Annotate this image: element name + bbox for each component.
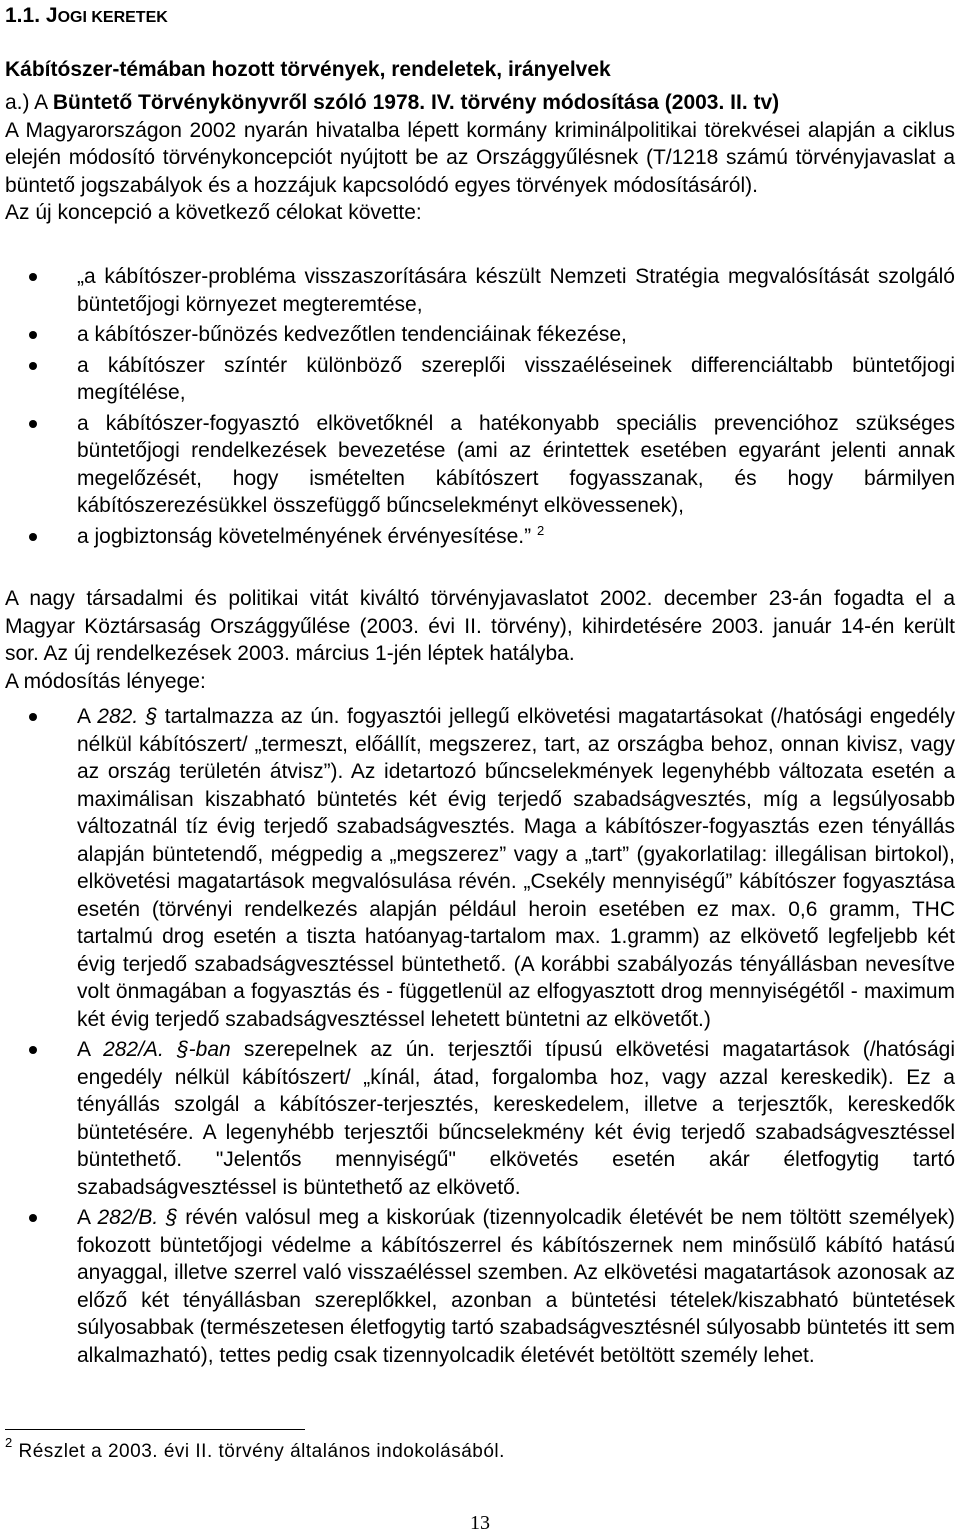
adoption-paragraph: A nagy társadalmi és politikai vitát kiváltó törvényjavaslatot 2002. december 23-án fogadta el a Magyar Köztársaság Országgyűlése (2003. évi II. törvény), kihirdetésére 2003. január 14-én került sor. Az új rendelkezések 2003. március 1-jén léptek hatályba. bbox=[5, 587, 955, 665]
section-ref: 282/B. § bbox=[97, 1206, 178, 1229]
section-heading-rest: OGI KERETEK bbox=[57, 9, 168, 26]
list-item: A 282/A. §-ban szerepelnek az ún. terjesztői típusú elkövetési magatartások (/hatósági engedély nélkül kábítószert/ „kínál, átad, forgalomba hoz, vagy azzal kereskedik). Ez a tényállás szolgál a kábítószer-terjesztés, kereskedelem, illetve a terjesztők, kereskedők büntetésére. A legenyhébb terjesztői bűncselekmény két évig terjedő szabadságvesztéssel büntethető. "Jelentős mennyiségű" elkövetés esetén akár életfogytig tartó szabadságvesztéssel is büntethető az elkövető. bbox=[0, 1036, 960, 1201]
bullet-icon bbox=[29, 331, 37, 339]
footnote bbox=[5, 1435, 505, 1464]
intro-paragraph: A Magyarországon 2002 nyarán hivatalba lépett kormány kriminálpolitikai törekvései alapján a ciklus elején módosító törvénykoncepciót nyújtott be az Országgyűlésnek (T/1218 számú törvényjavaslat a büntető jogszabályok és a hozzájuk kapcsolódó egyes törvények módosításáról). bbox=[5, 118, 955, 197]
footnote-text: Részlet a 2003. évi II. törvény általános indokolásából. bbox=[12, 1441, 505, 1462]
section-title: Kábítószer-témában hozott törvények, rendeletek, irányelvek bbox=[5, 58, 611, 81]
list-item: a kábítószer-fogyasztó elkövetőknél a hatékonyabb speciális prevencióhoz szükséges büntetőjogi rendelkezések bevezetése (ami az érintettek esetében egyaránt jelenti annak megelőzését, hogy ismételten kábítószert fogyasszanak, és hogy bármilyen kábítószerezésükkel összefüggő bűncselekményt elkövessenek), bbox=[0, 410, 960, 520]
footnote-mark: 2 bbox=[5, 1435, 13, 1450]
bullet-icon bbox=[29, 713, 37, 721]
footnote-ref: 2 bbox=[536, 522, 545, 538]
footnote-divider bbox=[5, 1429, 305, 1430]
bullet-icon bbox=[29, 533, 37, 541]
section-ref: 282/A. §-ban bbox=[103, 1038, 231, 1061]
intro-block bbox=[5, 89, 955, 227]
section-heading bbox=[5, 4, 168, 28]
section-number: 1.1. bbox=[5, 4, 46, 27]
subsection-prefix: a.) A bbox=[5, 91, 53, 114]
list-item: a kábítószer-bűnözés kedvezőtlen tendenciáinak fékezése, bbox=[0, 321, 960, 349]
subsection-title: Büntető Törvénykönyvről szóló 1978. IV. törvény módosítása (2003. II. tv) bbox=[52, 91, 780, 114]
list-item: A 282. § tartalmazza az ún. fogyasztói jellegű elkövetési magatartásokat (/hatósági engedély nélkül kábítószert/ „termeszt, előállít, megszerez, tart, az országba behoz, onnan kivisz, vagy az ország területén átvisz”). Az idetartozó bűncselekmények legenyhébb változata esetén a maximálisan kiszabható büntetés két évig terjedő szabadságvesztés, míg a legsúlyosabb változatnál tíz évig terjedő szabadságvesztés. Maga a kábítószer-fogyasztás ezen tényállás alapján büntetendő, mégpedig a „megszerez” vagy a „tart” (gyakorlatilag: illegálisan birtokol), elkövetési magatartások megvalósulása révén. „Csekély mennyiségű” kábítószer fogyasztása esetén (törvényi rendelkezés alapján például heroin esetében ez max. 0,6 gramm, THC tartalmú drog esetén a tiszta hatóanyag-tartalom max. 1.gramm) az elkövető legfeljebb két évig terjedő szabadságvesztéssel büntethető. (A korábbi szabályozás tényállásban nevesítve volt önmagában a fogyasztás és - függetlenül az elfogyasztott drog mennyiségétől - maximum két évig terjedő szabadságvesztéssel lehetett büntetni az elkövetőt.) bbox=[0, 703, 960, 1033]
changes-lead: A módosítás lényege: bbox=[5, 669, 206, 693]
bullet-icon bbox=[29, 273, 37, 281]
changes-list bbox=[0, 703, 960, 1369]
list-item: „a kábítószer-probléma visszaszorítására készült Nemzeti Stratégia megvalósítását szolgáló büntetőjogi környezet megteremtése, bbox=[0, 263, 960, 318]
list-item: a kábítószer színtér különböző szereplői visszaéléseinek differenciáltabb büntetőjogi megítélése, bbox=[0, 352, 960, 407]
section-heading-initial: J bbox=[45, 4, 58, 27]
bullet-icon bbox=[29, 1046, 37, 1054]
bullet-icon bbox=[29, 1214, 37, 1222]
subsection-heading bbox=[5, 89, 955, 117]
list-item: A 282/B. § révén valósul meg a kiskorúak (tizennyolcadik életévét be nem töltött személyek) fokozott büntetőjogi védelme a kábítószerrel és kábítószernek nem minősülő kábító hatású anyaggal, illetve szerrel való visszaéléssel szemben. Az elkövetési magatartások azonosak az előző két tényállásban szereplőkkel, azonban a büntetési tételek/kiszabható büntetések súlyosabbak (természetesen életfogytig tartó szabadságvesztésnél súlyosabb büntetés itt sem alkalmazható), tettes pedig csak tizennyolcadik életévét betöltött személy lehet. bbox=[0, 1204, 960, 1369]
page-number: 13 bbox=[470, 1512, 490, 1534]
goals-list bbox=[0, 263, 960, 550]
adoption-block bbox=[5, 585, 955, 695]
goals-lead: Az új koncepció a következő célokat követte: bbox=[5, 201, 422, 224]
bullet-icon bbox=[29, 362, 37, 370]
bullet-icon bbox=[29, 420, 37, 428]
section-ref: 282. § bbox=[97, 705, 158, 728]
list-item: a jogbiztonság követelményének érvényesítése.” $^2$ bbox=[0, 523, 960, 551]
